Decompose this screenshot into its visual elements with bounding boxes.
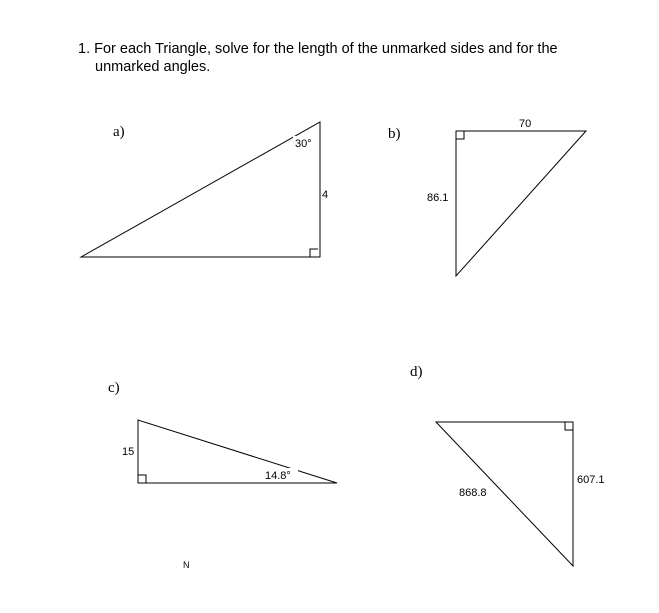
- triangle-c: [122, 420, 337, 483]
- triangle-b-top-side: 70: [519, 118, 532, 130]
- triangle-a: [81, 122, 328, 257]
- triangle-c-shape: [138, 420, 337, 483]
- triangle-a-right-angle-marker: [310, 249, 318, 257]
- question-line-2: unmarked angles.: [95, 59, 211, 75]
- triangle-b-right-angle-marker: [456, 131, 464, 139]
- triangle-b-label: b): [388, 126, 401, 142]
- triangle-d: [436, 422, 605, 566]
- triangle-d-right-side: 607.1: [577, 474, 605, 486]
- triangle-a-side: 4: [322, 189, 329, 201]
- triangle-c-angle: 14.8°: [265, 470, 291, 482]
- triangle-b-left-side: 86.1: [427, 192, 449, 204]
- triangle-d-label: d): [410, 364, 423, 380]
- triangle-a-label: a): [113, 124, 125, 140]
- triangle-c-label: c): [108, 380, 120, 396]
- question-number: 1.: [78, 41, 91, 57]
- question-line-1-text: For each Triangle, solve for the length of the unmarked sides and for the: [94, 41, 558, 57]
- stray-mark: N: [183, 560, 190, 570]
- triangle-c-left-side: 15: [122, 446, 135, 458]
- triangle-c-right-angle-marker: [138, 475, 146, 483]
- triangle-d-hypotenuse: 868.8: [459, 487, 487, 499]
- triangle-b: [427, 118, 586, 276]
- triangle-a-shape: [81, 122, 320, 257]
- triangle-d-shape: [436, 422, 573, 566]
- triangle-d-right-angle-marker: [565, 422, 573, 430]
- triangle-b-shape: [456, 131, 586, 276]
- triangle-a-angle: 30°: [295, 138, 312, 150]
